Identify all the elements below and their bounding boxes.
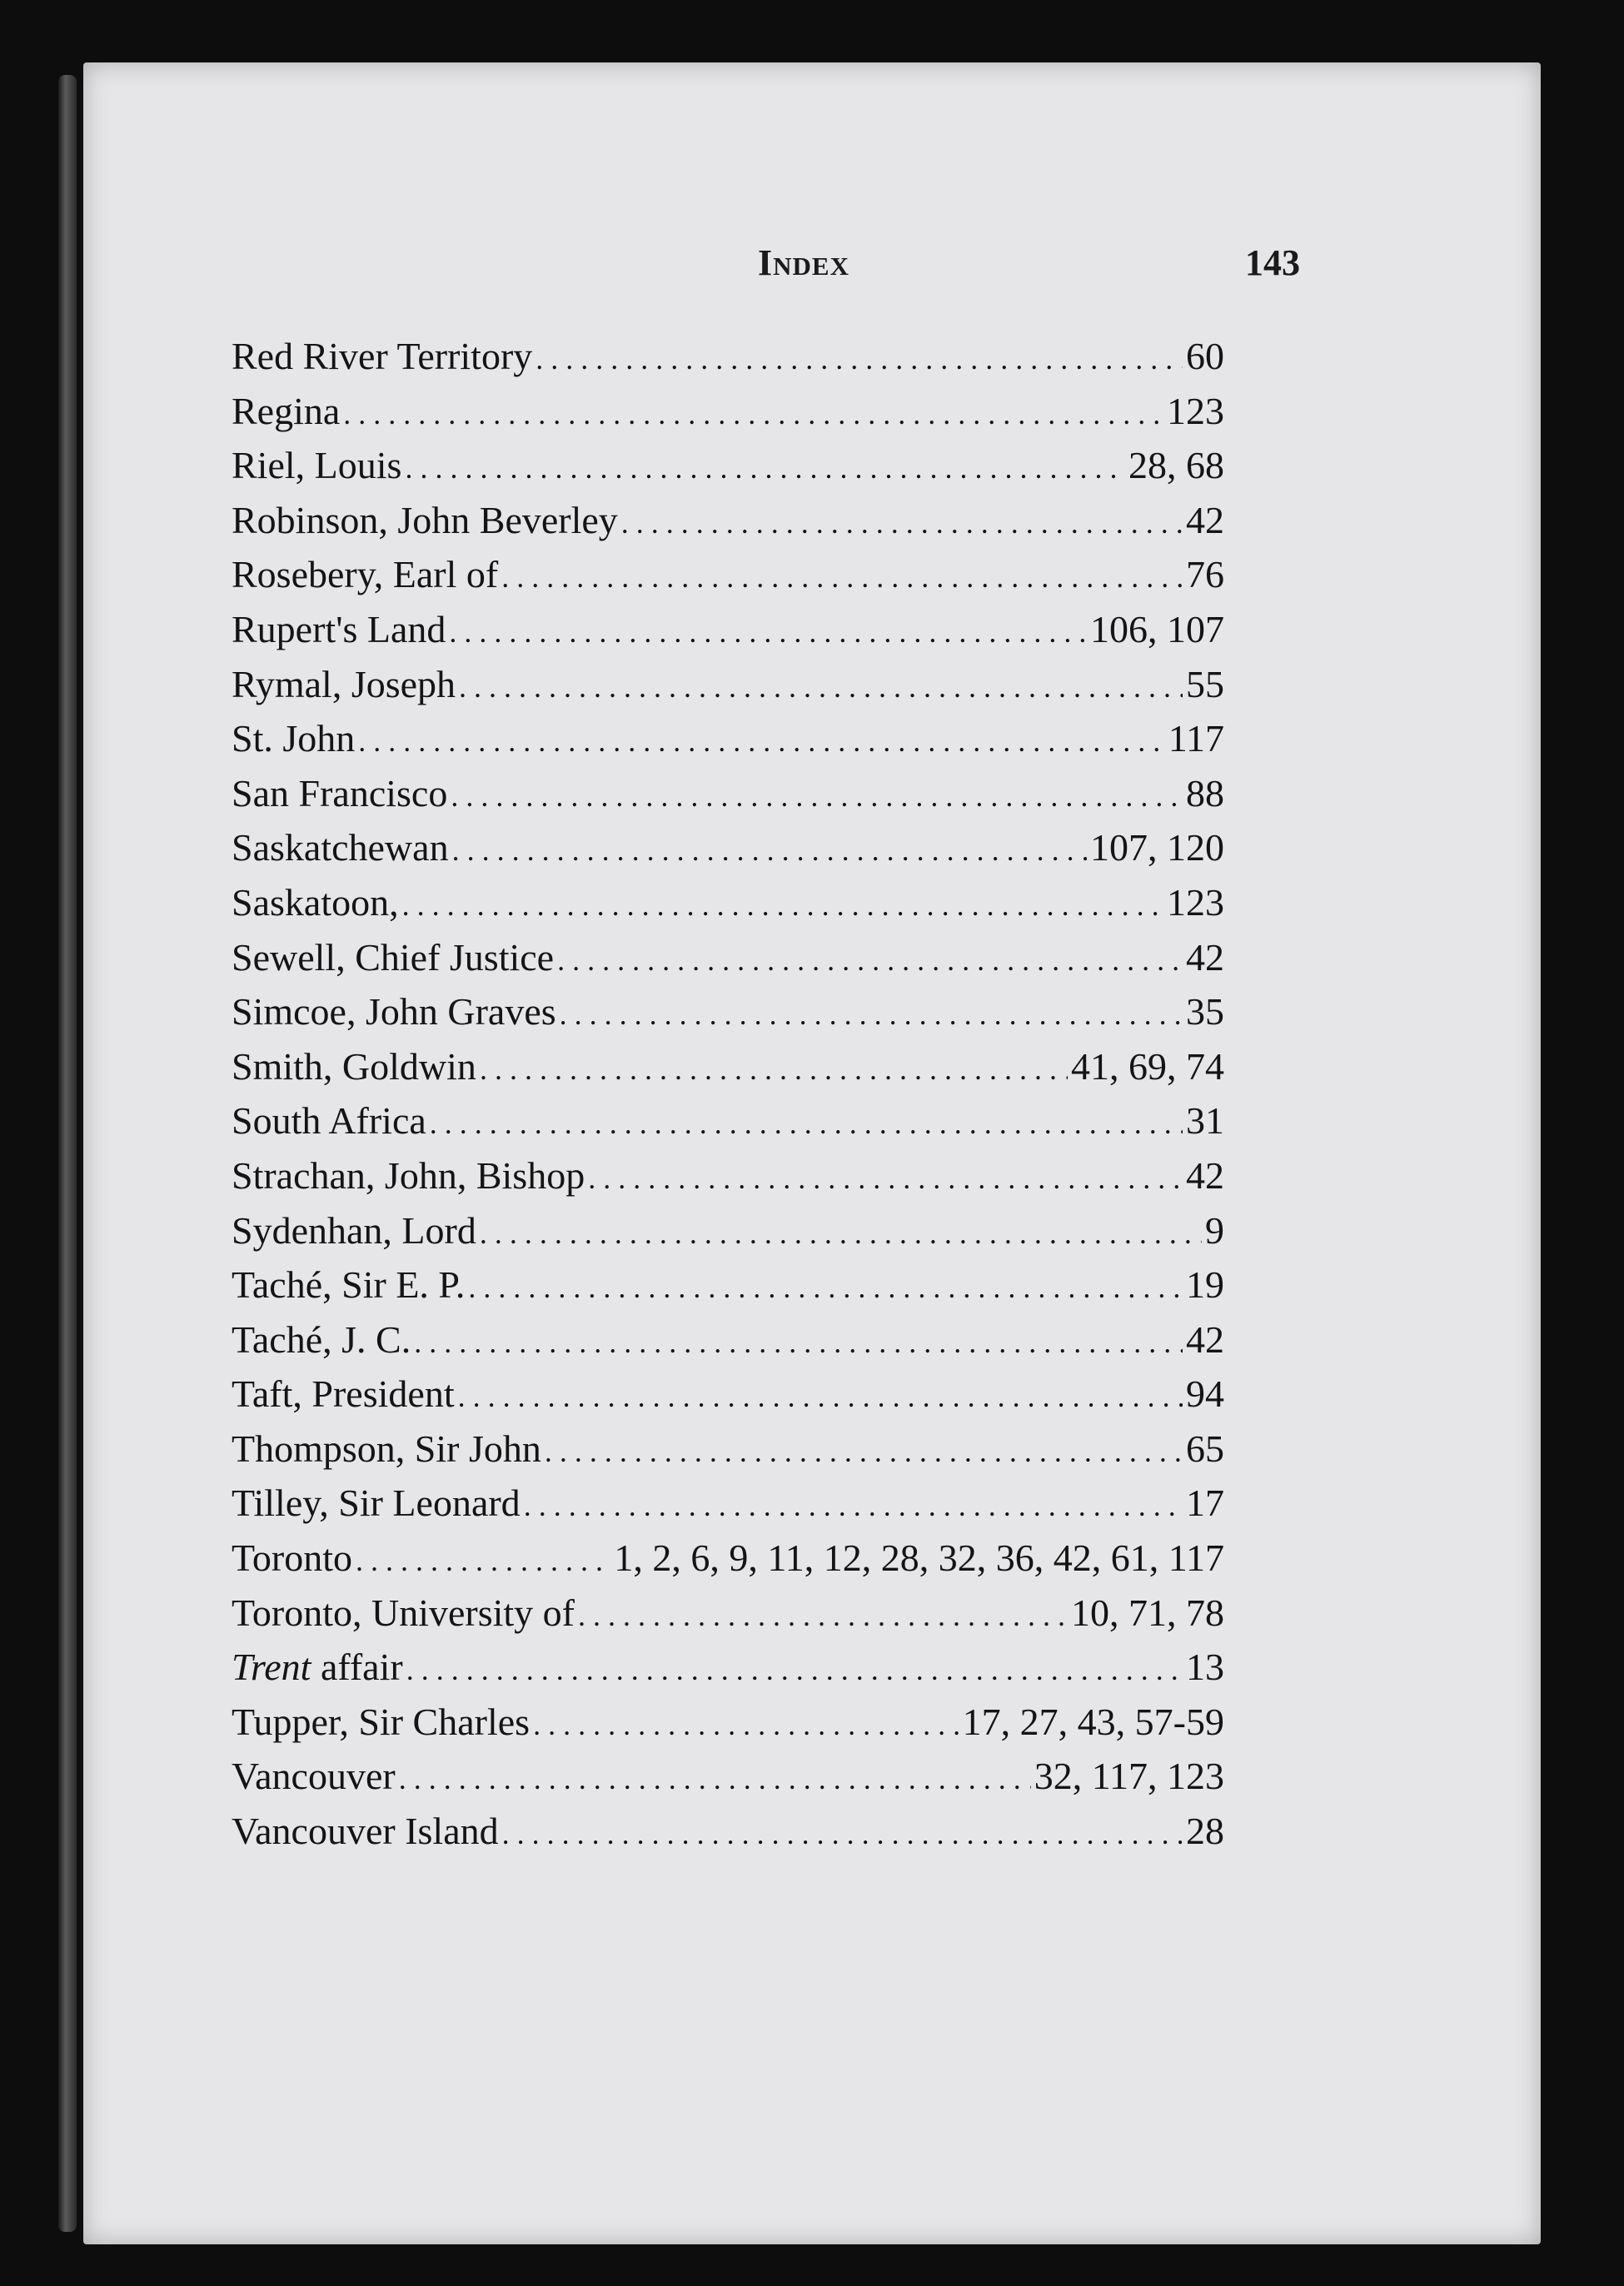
dot-leader bbox=[449, 605, 1087, 660]
index-pages: 19 bbox=[1186, 1263, 1224, 1307]
index-entry bbox=[232, 657, 1224, 712]
index-term: Vancouver Island bbox=[232, 1810, 499, 1853]
index-pages: 28 bbox=[1186, 1810, 1224, 1853]
index-pages: 41, 69, 74 bbox=[1071, 1044, 1224, 1088]
index-entry bbox=[232, 1640, 1224, 1695]
index-entry bbox=[232, 384, 1224, 439]
index-pages: 123 bbox=[1167, 389, 1224, 432]
index-term: Saskatchewan bbox=[232, 826, 449, 869]
index-pages: 106, 107 bbox=[1090, 607, 1224, 650]
index-entry bbox=[232, 1093, 1224, 1148]
dot-leader bbox=[343, 387, 1163, 442]
dot-leader bbox=[536, 332, 1183, 387]
index-term: Taft, President bbox=[232, 1372, 455, 1416]
index-pages: 13 bbox=[1186, 1646, 1224, 1689]
dot-leader bbox=[480, 1207, 1202, 1262]
index-term: Red River Territory bbox=[232, 335, 533, 377]
index-entry bbox=[232, 1749, 1224, 1804]
index-entry bbox=[232, 984, 1224, 1039]
index-pages: 117 bbox=[1168, 717, 1224, 760]
index-pages: 35 bbox=[1186, 990, 1224, 1033]
dot-leader bbox=[402, 879, 1163, 934]
dot-leader bbox=[578, 1589, 1068, 1644]
index-term bbox=[232, 1640, 403, 1695]
index-term: Rupert's Land bbox=[232, 607, 446, 650]
index-pages: 88 bbox=[1186, 771, 1224, 814]
index-entry bbox=[232, 547, 1224, 602]
index-pages: 42 bbox=[1186, 498, 1224, 541]
index-term: Rosebery, Earl of bbox=[232, 553, 499, 596]
index-term: Strachan, John, Bishop bbox=[232, 1153, 585, 1197]
index-entry bbox=[232, 711, 1224, 766]
index-entry bbox=[232, 930, 1224, 985]
index-pages: 32, 117, 123 bbox=[1034, 1755, 1224, 1798]
dot-leader bbox=[480, 1043, 1068, 1098]
dot-leader bbox=[458, 1370, 1183, 1425]
index-term: Vancouver bbox=[232, 1755, 396, 1798]
index-pages: 17, 27, 43, 57-59 bbox=[962, 1700, 1224, 1743]
page-number: 143 bbox=[1245, 242, 1300, 283]
dot-leader bbox=[414, 1316, 1183, 1371]
index-term: South Africa bbox=[232, 1099, 426, 1143]
index-term-rest: affair bbox=[311, 1646, 403, 1689]
index-pages: 60 bbox=[1186, 335, 1224, 377]
index-entry bbox=[232, 1695, 1224, 1750]
dot-leader bbox=[356, 1534, 610, 1589]
dot-leader bbox=[560, 988, 1183, 1043]
dot-leader bbox=[406, 1643, 1183, 1698]
index-pages: 76 bbox=[1186, 553, 1224, 596]
index-entry bbox=[232, 875, 1224, 930]
index-entry bbox=[232, 1258, 1224, 1312]
index-entry bbox=[232, 493, 1224, 548]
index-entry bbox=[232, 1531, 1224, 1586]
index-term: Toronto, University of bbox=[232, 1591, 575, 1634]
index-pages: 17 bbox=[1186, 1482, 1224, 1525]
index-term: Simcoe, John Graves bbox=[232, 990, 556, 1033]
index-term: San Francisco bbox=[232, 771, 448, 814]
index-pages: 42 bbox=[1186, 935, 1224, 979]
index-entry bbox=[232, 1203, 1224, 1258]
index-pages: 65 bbox=[1186, 1427, 1224, 1470]
index-entry bbox=[232, 329, 1224, 384]
index-entry bbox=[232, 1148, 1224, 1203]
page-header bbox=[83, 242, 1541, 291]
index-entry bbox=[232, 1312, 1224, 1367]
dot-leader bbox=[524, 1479, 1183, 1534]
dot-leader bbox=[468, 1261, 1183, 1316]
dot-leader bbox=[459, 660, 1183, 715]
index-pages: 42 bbox=[1186, 1317, 1224, 1361]
index-term: Rymal, Joseph bbox=[232, 662, 456, 705]
index-pages: 9 bbox=[1205, 1208, 1224, 1252]
index-term: Taché, J. C. bbox=[232, 1317, 411, 1361]
index-entry bbox=[232, 820, 1224, 875]
index-term: Smith, Goldwin bbox=[232, 1044, 476, 1088]
index-pages: 107, 120 bbox=[1090, 826, 1224, 869]
index-pages: 1, 2, 6, 9, 11, 12, 28, 32, 36, 42, 61, 117 bbox=[614, 1536, 1224, 1580]
dot-leader bbox=[502, 1807, 1183, 1862]
index-entry bbox=[232, 766, 1224, 821]
index-term: Tilley, Sir Leonard bbox=[232, 1482, 521, 1525]
index-entry bbox=[232, 1476, 1224, 1531]
dot-leader bbox=[588, 1152, 1183, 1207]
index-term: Taché, Sir E. P. bbox=[232, 1263, 466, 1307]
index-term: Robinson, John Beverley bbox=[232, 498, 618, 541]
index-term: St. John bbox=[232, 717, 356, 760]
dot-leader bbox=[452, 824, 1087, 879]
index-pages: 123 bbox=[1167, 880, 1224, 924]
index-entry bbox=[232, 1367, 1224, 1422]
index-pages: 42 bbox=[1186, 1153, 1224, 1197]
index-pages: 31 bbox=[1186, 1099, 1224, 1143]
index-term: Tupper, Sir Charles bbox=[232, 1700, 531, 1743]
index-entry bbox=[232, 1586, 1224, 1641]
book-spine-edge bbox=[58, 75, 77, 2232]
index-term: Toronto bbox=[232, 1536, 352, 1580]
index-pages: 94 bbox=[1186, 1372, 1224, 1416]
dot-leader bbox=[533, 1698, 959, 1753]
index-entry bbox=[232, 1422, 1224, 1477]
index-entry bbox=[232, 1039, 1224, 1094]
index-term: Sewell, Chief Justice bbox=[232, 935, 555, 979]
index-pages: 28, 68 bbox=[1128, 444, 1224, 487]
index-entry bbox=[232, 602, 1224, 657]
dot-leader bbox=[557, 934, 1183, 989]
index-pages: 55 bbox=[1186, 662, 1224, 705]
index-term-italic: Trent bbox=[232, 1646, 311, 1689]
index-term: Thompson, Sir John bbox=[232, 1427, 541, 1470]
index-pages: 10, 71, 78 bbox=[1071, 1591, 1224, 1634]
index-term: Riel, Louis bbox=[232, 444, 402, 487]
dot-leader bbox=[451, 769, 1183, 824]
index-term: Regina bbox=[232, 389, 341, 432]
dot-leader bbox=[545, 1425, 1183, 1480]
index-entry bbox=[232, 438, 1224, 493]
dot-leader bbox=[621, 496, 1183, 551]
index-term: Sydenhan, Lord bbox=[232, 1208, 476, 1252]
index-entry bbox=[232, 1804, 1224, 1859]
dot-leader bbox=[501, 550, 1183, 605]
dot-leader bbox=[405, 441, 1125, 496]
dot-leader bbox=[430, 1097, 1183, 1152]
dot-leader bbox=[358, 715, 1164, 769]
index-list bbox=[232, 329, 1224, 1859]
index-term: Saskatoon, bbox=[232, 880, 399, 924]
dot-leader bbox=[399, 1752, 1031, 1807]
running-title: Index bbox=[758, 242, 849, 283]
